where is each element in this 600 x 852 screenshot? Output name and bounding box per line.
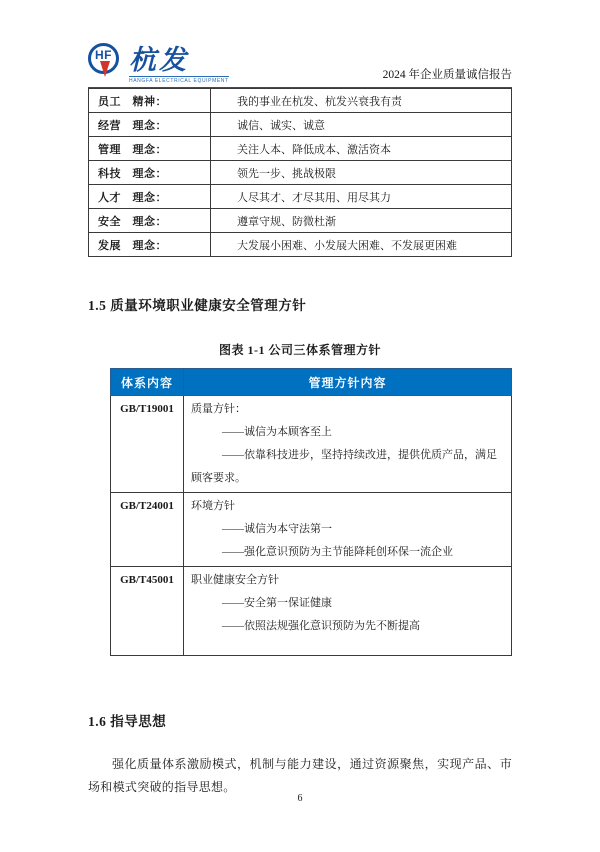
value-text: 领先一步、挑战极限 bbox=[211, 161, 512, 185]
logo-brand-name: 杭发 bbox=[129, 45, 189, 75]
policy-line: ——依靠科技进步，坚持持续改进，提供优质产品，满足顾客要求。 bbox=[191, 449, 497, 484]
table-row bbox=[89, 89, 512, 113]
policy-table-caption: 图表 1-1 公司三体系管理方针 bbox=[219, 343, 381, 357]
value-text: 人尽其才、才尽其用、用尽其力 bbox=[211, 185, 512, 209]
guiding-ideology-paragraph: 强化质量体系激励模式，机制与能力建设，通过资源聚焦，实现产品、市场和模式突破的指导思想。 bbox=[88, 757, 512, 794]
logo-text-column bbox=[129, 43, 229, 84]
table-row bbox=[89, 113, 512, 137]
page-header bbox=[88, 40, 512, 88]
value-text: 关注人本、降低成本、激活资本 bbox=[211, 137, 512, 161]
value-text: 我的事业在杭发、杭发兴衰我有责 bbox=[211, 89, 512, 113]
table-row bbox=[89, 185, 512, 209]
company-logo bbox=[88, 43, 229, 84]
value-label: 科技 理念： bbox=[89, 161, 211, 185]
value-text: 遵章守规、防微杜渐 bbox=[211, 209, 512, 233]
value-text: 大发展小困难、小发展大困难、不发展更困难 bbox=[211, 233, 512, 257]
policy-content bbox=[184, 567, 512, 656]
system-code: GB/T45001 bbox=[111, 567, 184, 656]
table-row bbox=[89, 161, 512, 185]
value-label: 员工 精神： bbox=[89, 89, 211, 113]
system-code: GB/T19001 bbox=[111, 396, 184, 493]
report-title: 2024 年企业质量诚信报告 bbox=[382, 69, 512, 81]
logo-emblem-icon bbox=[88, 43, 122, 81]
section-heading-1-6: 1.6 指导思想 bbox=[88, 714, 167, 729]
policy-line: 环境方针 bbox=[191, 500, 235, 512]
table-row bbox=[111, 567, 512, 656]
value-label: 安全 理念： bbox=[89, 209, 211, 233]
table-row bbox=[89, 233, 512, 257]
logo-monogram: HF bbox=[95, 48, 112, 62]
policy-table bbox=[110, 368, 512, 656]
logo-bolt-icon bbox=[100, 61, 110, 77]
value-text: 诚信、诚实、诚意 bbox=[211, 113, 512, 137]
value-label: 经营 理念： bbox=[89, 113, 211, 137]
policy-line: ——安全第一保证健康 bbox=[222, 597, 332, 609]
policy-content bbox=[184, 396, 512, 493]
table-row bbox=[89, 209, 512, 233]
column-header-policy: 管理方针内容 bbox=[184, 369, 512, 396]
policy-line: 质量方针： bbox=[191, 403, 246, 415]
value-label: 管理 理念： bbox=[89, 137, 211, 161]
system-code: GB/T24001 bbox=[111, 493, 184, 567]
logo-tagline: HANGFA ELECTRICAL EQUIPMENT bbox=[129, 78, 229, 84]
policy-line: ——诚信为本守法第一 bbox=[222, 523, 332, 535]
policy-line: 职业健康安全方针 bbox=[191, 574, 279, 586]
table-row bbox=[111, 396, 512, 493]
policy-line: ——强化意识预防为主节能降耗创环保一流企业 bbox=[222, 546, 453, 558]
value-label: 发展 理念： bbox=[89, 233, 211, 257]
section-heading-1-5: 1.5 质量环境职业健康安全管理方针 bbox=[88, 298, 307, 313]
table-row bbox=[89, 137, 512, 161]
policy-content bbox=[184, 493, 512, 567]
policy-table-header-row bbox=[111, 369, 512, 396]
company-values-table bbox=[88, 88, 512, 257]
table-row bbox=[111, 493, 512, 567]
page-number: 6 bbox=[297, 793, 303, 804]
policy-line: ——诚信为本顾客至上 bbox=[222, 426, 332, 438]
value-label: 人才 理念： bbox=[89, 185, 211, 209]
policy-line: ——依照法规强化意识预防为先不断提高 bbox=[222, 620, 420, 632]
column-header-system: 体系内容 bbox=[111, 369, 184, 396]
